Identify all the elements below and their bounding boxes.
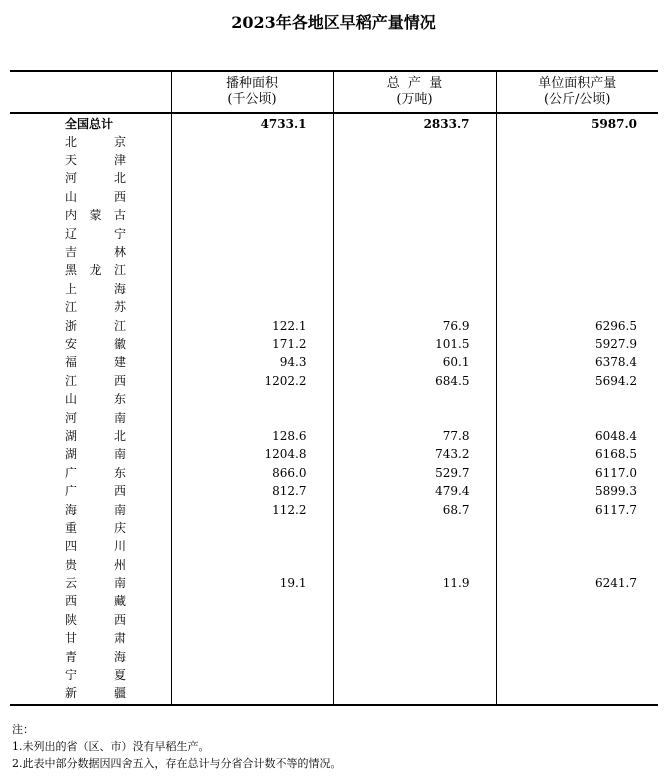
table-header-row xyxy=(10,71,658,113)
output-cell: 60.1 xyxy=(333,354,496,372)
table-row xyxy=(10,133,658,151)
region-cell xyxy=(10,409,171,427)
yield-cell: 6378.4 xyxy=(496,354,658,372)
region-cell xyxy=(10,113,171,133)
output-cell xyxy=(333,648,496,666)
table-row xyxy=(10,556,658,574)
yield-cell xyxy=(496,225,658,243)
yield-cell xyxy=(496,133,658,151)
yield-cell xyxy=(496,519,658,537)
table-row xyxy=(10,685,658,705)
area-cell: 171.2 xyxy=(171,335,333,353)
table-row xyxy=(10,611,658,629)
yield-cell xyxy=(496,262,658,280)
table-row xyxy=(10,427,658,445)
region-name: 山东 xyxy=(65,392,126,407)
region-name: 湖南 xyxy=(65,447,126,462)
table-row xyxy=(10,151,658,169)
output-cell xyxy=(333,170,496,188)
region-name: 贵州 xyxy=(65,557,126,572)
table-row xyxy=(10,593,658,611)
region-name: 吉林 xyxy=(65,245,126,260)
output-cell xyxy=(333,133,496,151)
region-cell xyxy=(10,243,171,261)
area-cell xyxy=(171,593,333,611)
area-cell xyxy=(171,630,333,648)
output-cell: 77.8 xyxy=(333,427,496,445)
table-row xyxy=(10,464,658,482)
yield-cell xyxy=(496,207,658,225)
region-cell xyxy=(10,427,171,445)
region-name: 福建 xyxy=(65,355,126,370)
area-cell: 4733.1 xyxy=(171,113,333,133)
region-cell xyxy=(10,280,171,298)
table-body xyxy=(10,113,658,705)
footnotes xyxy=(12,721,652,772)
region-name: 甘肃 xyxy=(65,631,126,646)
column-header-unit: (公斤/公顷) xyxy=(543,92,611,107)
output-cell xyxy=(333,593,496,611)
output-cell xyxy=(333,280,496,298)
output-cell xyxy=(333,225,496,243)
region-cell xyxy=(10,317,171,335)
area-cell xyxy=(171,243,333,261)
column-header-unit: (万吨) xyxy=(396,92,433,107)
column-header-label: 播种面积 xyxy=(225,76,278,91)
table-row xyxy=(10,574,658,592)
yield-cell: 5987.0 xyxy=(496,113,658,133)
table-row xyxy=(10,648,658,666)
region-name: 山西 xyxy=(65,189,126,204)
yield-cell xyxy=(496,685,658,705)
region-cell xyxy=(10,262,171,280)
output-cell: 101.5 xyxy=(333,335,496,353)
region-cell xyxy=(10,188,171,206)
region-name: 陕西 xyxy=(65,612,126,627)
region-name: 广西 xyxy=(65,484,126,499)
table-row xyxy=(10,390,658,408)
area-cell xyxy=(171,299,333,317)
yield-cell: 6117.7 xyxy=(496,501,658,519)
yield-cell xyxy=(496,666,658,684)
table-row xyxy=(10,538,658,556)
output-cell xyxy=(333,685,496,705)
output-cell: 743.2 xyxy=(333,446,496,464)
area-cell xyxy=(171,611,333,629)
region-cell xyxy=(10,299,171,317)
yield-cell xyxy=(496,243,658,261)
region-cell xyxy=(10,574,171,592)
area-cell xyxy=(171,188,333,206)
output-cell: 11.9 xyxy=(333,574,496,592)
area-cell xyxy=(171,151,333,169)
region-cell xyxy=(10,556,171,574)
column-header-label: 总 产 量 xyxy=(386,76,443,91)
area-cell xyxy=(171,538,333,556)
yield-cell xyxy=(496,299,658,317)
yield-cell: 5899.3 xyxy=(496,482,658,500)
table-row xyxy=(10,280,658,298)
yield-cell xyxy=(496,630,658,648)
area-cell: 812.7 xyxy=(171,482,333,500)
region-name: 西藏 xyxy=(65,594,126,609)
area-cell xyxy=(171,207,333,225)
region-name: 广东 xyxy=(65,465,126,480)
output-cell xyxy=(333,262,496,280)
area-cell xyxy=(171,225,333,243)
table-row xyxy=(10,262,658,280)
table-row xyxy=(10,317,658,335)
region-name: 上海 xyxy=(65,281,126,296)
area-cell: 866.0 xyxy=(171,464,333,482)
area-cell: 112.2 xyxy=(171,501,333,519)
table-row xyxy=(10,188,658,206)
region-cell xyxy=(10,335,171,353)
yield-cell: 5927.9 xyxy=(496,335,658,353)
yield-cell xyxy=(496,538,658,556)
output-cell xyxy=(333,243,496,261)
footnote-item: 2.此表中部分数据因四舍五入，存在总计与分省合计数不等的情况。 xyxy=(12,757,342,770)
table-row xyxy=(10,207,658,225)
region-cell xyxy=(10,446,171,464)
area-cell xyxy=(171,280,333,298)
column-header-region xyxy=(10,71,171,113)
area-cell xyxy=(171,648,333,666)
yield-cell xyxy=(496,188,658,206)
area-cell: 1204.8 xyxy=(171,446,333,464)
region-cell xyxy=(10,354,171,372)
table-row xyxy=(10,170,658,188)
output-cell xyxy=(333,519,496,537)
region-name: 浙江 xyxy=(65,318,126,333)
yield-cell xyxy=(496,556,658,574)
area-cell: 1202.2 xyxy=(171,372,333,390)
area-cell xyxy=(171,170,333,188)
yield-cell xyxy=(496,151,658,169)
region-cell xyxy=(10,482,171,500)
yield-cell: 6168.5 xyxy=(496,446,658,464)
region-cell xyxy=(10,151,171,169)
yield-cell: 5694.2 xyxy=(496,372,658,390)
table-row xyxy=(10,666,658,684)
region-cell xyxy=(10,538,171,556)
output-cell: 479.4 xyxy=(333,482,496,500)
region-name: 黑龙江 xyxy=(65,263,126,278)
yield-cell xyxy=(496,409,658,427)
output-cell: 529.7 xyxy=(333,464,496,482)
table-row xyxy=(10,446,658,464)
area-cell: 19.1 xyxy=(171,574,333,592)
area-cell: 128.6 xyxy=(171,427,333,445)
region-cell xyxy=(10,685,171,705)
region-cell xyxy=(10,225,171,243)
region-name: 湖北 xyxy=(65,428,126,443)
column-header-unit: (千公顷) xyxy=(227,92,277,107)
region-name: 江苏 xyxy=(65,300,126,315)
region-name: 宁夏 xyxy=(65,668,126,683)
yield-cell: 6048.4 xyxy=(496,427,658,445)
output-cell xyxy=(333,409,496,427)
region-name: 新疆 xyxy=(65,685,126,700)
area-cell xyxy=(171,133,333,151)
region-cell xyxy=(10,390,171,408)
region-cell xyxy=(10,611,171,629)
area-cell xyxy=(171,556,333,574)
yield-cell: 6117.0 xyxy=(496,464,658,482)
area-cell xyxy=(171,519,333,537)
table-row xyxy=(10,482,658,500)
table-row-total xyxy=(10,113,658,133)
area-cell: 122.1 xyxy=(171,317,333,335)
column-header-label: 单位面积产量 xyxy=(538,76,617,91)
region-name: 天津 xyxy=(65,153,126,168)
output-cell xyxy=(333,556,496,574)
area-cell xyxy=(171,409,333,427)
table-row xyxy=(10,409,658,427)
column-header-yield xyxy=(496,71,658,113)
region-name: 江西 xyxy=(65,373,126,388)
output-cell: 76.9 xyxy=(333,317,496,335)
region-name: 河南 xyxy=(65,410,126,425)
column-header-area xyxy=(171,71,333,113)
output-cell xyxy=(333,207,496,225)
yield-cell xyxy=(496,648,658,666)
table-row xyxy=(10,243,658,261)
region-cell xyxy=(10,519,171,537)
yield-cell xyxy=(496,611,658,629)
table-row xyxy=(10,354,658,372)
yield-cell xyxy=(496,593,658,611)
region-name: 北京 xyxy=(65,134,126,149)
data-table-container xyxy=(10,70,658,706)
region-name: 全国总计 xyxy=(65,117,114,131)
region-name: 云南 xyxy=(65,576,126,591)
output-cell xyxy=(333,666,496,684)
yield-cell: 6296.5 xyxy=(496,317,658,335)
page-title: 2023年各地区早稻产量情况 xyxy=(231,13,436,32)
output-cell: 2833.7 xyxy=(333,113,496,133)
yield-cell xyxy=(496,170,658,188)
region-cell xyxy=(10,593,171,611)
region-cell xyxy=(10,630,171,648)
region-cell xyxy=(10,133,171,151)
yield-cell: 6241.7 xyxy=(496,574,658,592)
region-cell xyxy=(10,666,171,684)
region-cell xyxy=(10,501,171,519)
output-cell xyxy=(333,611,496,629)
region-name: 河北 xyxy=(65,171,126,186)
table-row xyxy=(10,335,658,353)
region-name: 四川 xyxy=(65,539,126,554)
footnote-item: 1.未列出的省（区、市）没有早稻生产。 xyxy=(12,740,210,753)
table-row xyxy=(10,225,658,243)
output-cell xyxy=(333,630,496,648)
table-row xyxy=(10,299,658,317)
yield-cell xyxy=(496,280,658,298)
area-cell xyxy=(171,390,333,408)
yield-cell xyxy=(496,390,658,408)
area-cell xyxy=(171,666,333,684)
region-name: 辽宁 xyxy=(65,226,126,241)
area-cell xyxy=(171,685,333,705)
region-name: 重庆 xyxy=(65,520,126,535)
region-cell xyxy=(10,464,171,482)
region-name: 青海 xyxy=(65,649,126,664)
region-cell xyxy=(10,170,171,188)
table-row xyxy=(10,372,658,390)
region-cell xyxy=(10,207,171,225)
footnote-heading: 注： xyxy=(12,723,34,736)
output-cell xyxy=(333,188,496,206)
output-cell xyxy=(333,538,496,556)
area-cell xyxy=(171,262,333,280)
output-cell xyxy=(333,151,496,169)
data-table xyxy=(10,70,658,706)
region-name: 安徽 xyxy=(65,336,126,351)
output-cell xyxy=(333,299,496,317)
column-header-output xyxy=(333,71,496,113)
region-name: 内蒙古 xyxy=(65,208,126,223)
table-row xyxy=(10,501,658,519)
output-cell: 684.5 xyxy=(333,372,496,390)
output-cell: 68.7 xyxy=(333,501,496,519)
area-cell: 94.3 xyxy=(171,354,333,372)
table-row xyxy=(10,630,658,648)
output-cell xyxy=(333,390,496,408)
region-cell xyxy=(10,372,171,390)
region-cell xyxy=(10,648,171,666)
region-name: 海南 xyxy=(65,502,126,517)
table-row xyxy=(10,519,658,537)
